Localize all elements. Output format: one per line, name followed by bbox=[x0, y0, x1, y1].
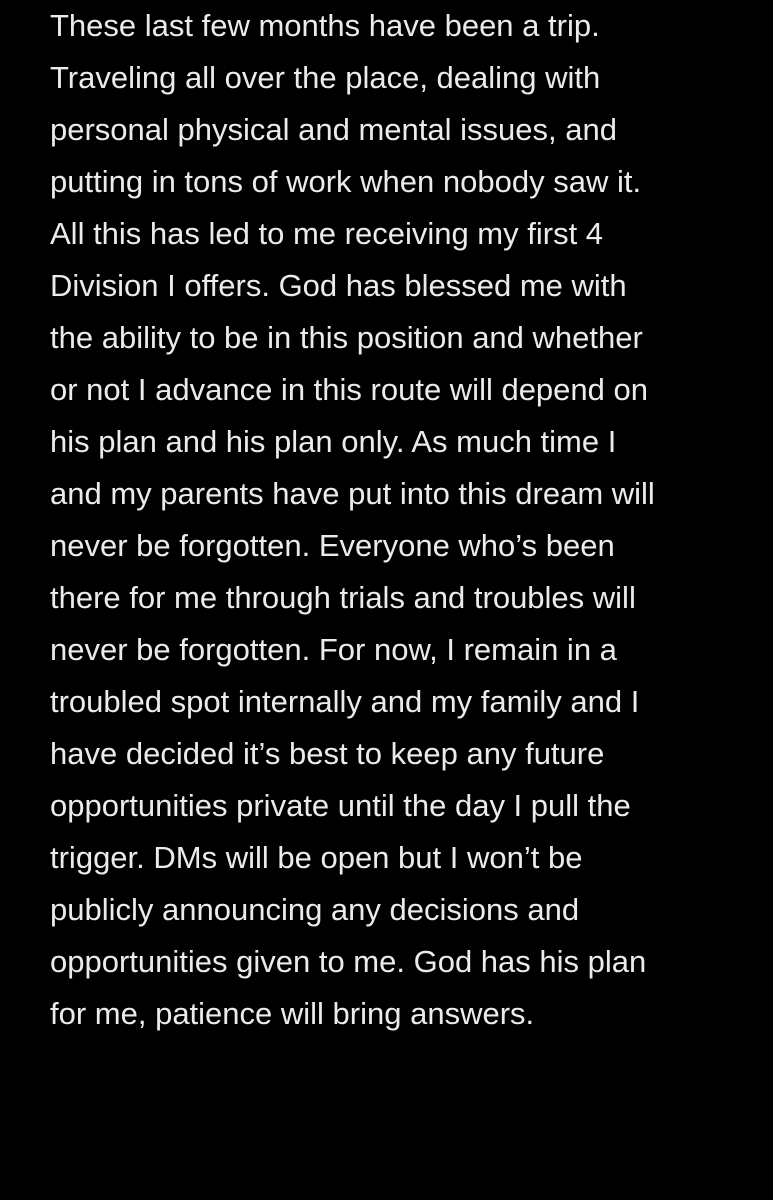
note-line: and my parents have put into this dream will bbox=[50, 476, 655, 511]
note-line: never be forgotten. Everyone who’s been bbox=[50, 528, 615, 563]
note-line: personal physical and mental issues, and bbox=[50, 112, 617, 147]
note-line: have decided it’s best to keep any future bbox=[50, 736, 605, 771]
note-line: opportunities private until the day I pull the bbox=[50, 788, 631, 823]
note-line: his plan and his plan only. As much time I bbox=[50, 424, 617, 459]
note-line: for me, patience will bring answers. bbox=[50, 996, 535, 1031]
note-line: trigger. DMs will be open but I won’t be bbox=[50, 840, 583, 875]
note-line: publicly announcing any decisions and bbox=[50, 892, 580, 927]
note-line: Division I offers. God has blessed me with bbox=[50, 268, 627, 303]
note-line: opportunities given to me. God has his plan bbox=[50, 944, 647, 979]
note-line: troubled spot internally and my family and I bbox=[50, 684, 640, 719]
note-line: the ability to be in this position and whether bbox=[50, 320, 643, 355]
note-line: there for me through trials and troubles will bbox=[50, 580, 636, 615]
note-line: putting in tons of work when nobody saw it. bbox=[50, 164, 642, 199]
note-line: Traveling all over the place, dealing with bbox=[50, 60, 601, 95]
note-line: All this has led to me receiving my first 4 bbox=[50, 216, 604, 251]
note-line: These last few months have been a trip. bbox=[50, 8, 600, 43]
note-body-text[interactable] bbox=[50, 0, 750, 1040]
note-line: never be forgotten. For now, I remain in a bbox=[50, 632, 617, 667]
note-line: or not I advance in this route will depend on bbox=[50, 372, 648, 407]
